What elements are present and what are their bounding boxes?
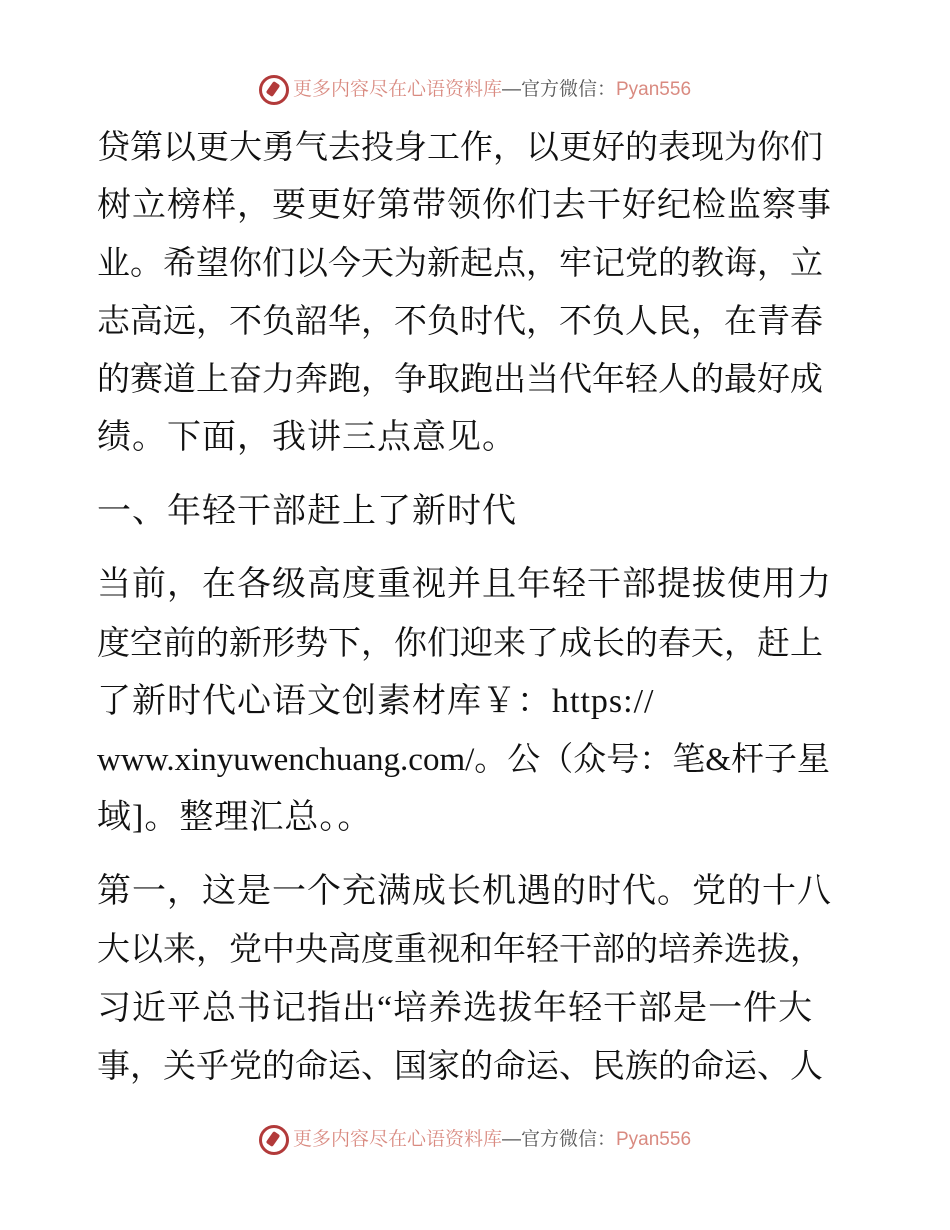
- watermark-id: Pyan556: [616, 1129, 692, 1150]
- text-line: 了新时代心语文创素材库￥：https://: [97, 683, 655, 720]
- text-line: www.xinyuwenchuang.com/。公（众号：笔&杆子星: [97, 742, 830, 778]
- watermark-id: Pyan556: [616, 79, 692, 100]
- text-line: 大以来，党中央高度重视和年轻干部的培养选拔，: [97, 932, 823, 968]
- text-line: 当前，在各级高度重视并且年轻干部提拔使用力: [97, 566, 832, 603]
- text-line: 度空前的新形势下，你们迎来了成长的春天，赶上: [97, 626, 823, 662]
- text-line: 的赛道上奋力奔跑，争取跑出当代年轻人的最好成: [97, 362, 823, 398]
- footer-watermark: [0, 1124, 950, 1155]
- text-line: 域]。整理汇总。。: [97, 799, 373, 836]
- text-line: 习近平总书记指出“培养选拔年轻干部是一件大: [97, 990, 814, 1027]
- text-line: 业。希望你们以今天为新起点，牢记党的教诲，立: [97, 246, 823, 282]
- watermark-separator: —官方微信：: [501, 1129, 616, 1150]
- pen-logo-icon: [259, 1125, 289, 1155]
- watermark-site: 更多内容尽在心语资料库: [292, 1129, 502, 1150]
- text-line: 贷第以更大勇气去投身工作，以更好的表现为你们: [97, 130, 823, 166]
- header-watermark: [0, 74, 950, 105]
- pen-logo-icon: [259, 75, 289, 105]
- watermark-separator: —官方微信：: [501, 79, 616, 100]
- text-line: 志高远，不负韶华，不负时代，不负人民，在青春: [97, 304, 823, 340]
- text-line: 树立榜样，要更好第带领你们去干好纪检监察事: [97, 187, 832, 224]
- text-line: 事，关乎党的命运、国家的命运、民族的命运、人: [97, 1049, 823, 1085]
- section-heading: 一、年轻干部赶上了新时代: [97, 493, 517, 530]
- text-line: 绩。下面，我讲三点意见。: [97, 419, 517, 456]
- watermark-site: 更多内容尽在心语资料库: [292, 79, 502, 100]
- text-line: 第一，这是一个充满成长机遇的时代。党的十八: [97, 873, 832, 910]
